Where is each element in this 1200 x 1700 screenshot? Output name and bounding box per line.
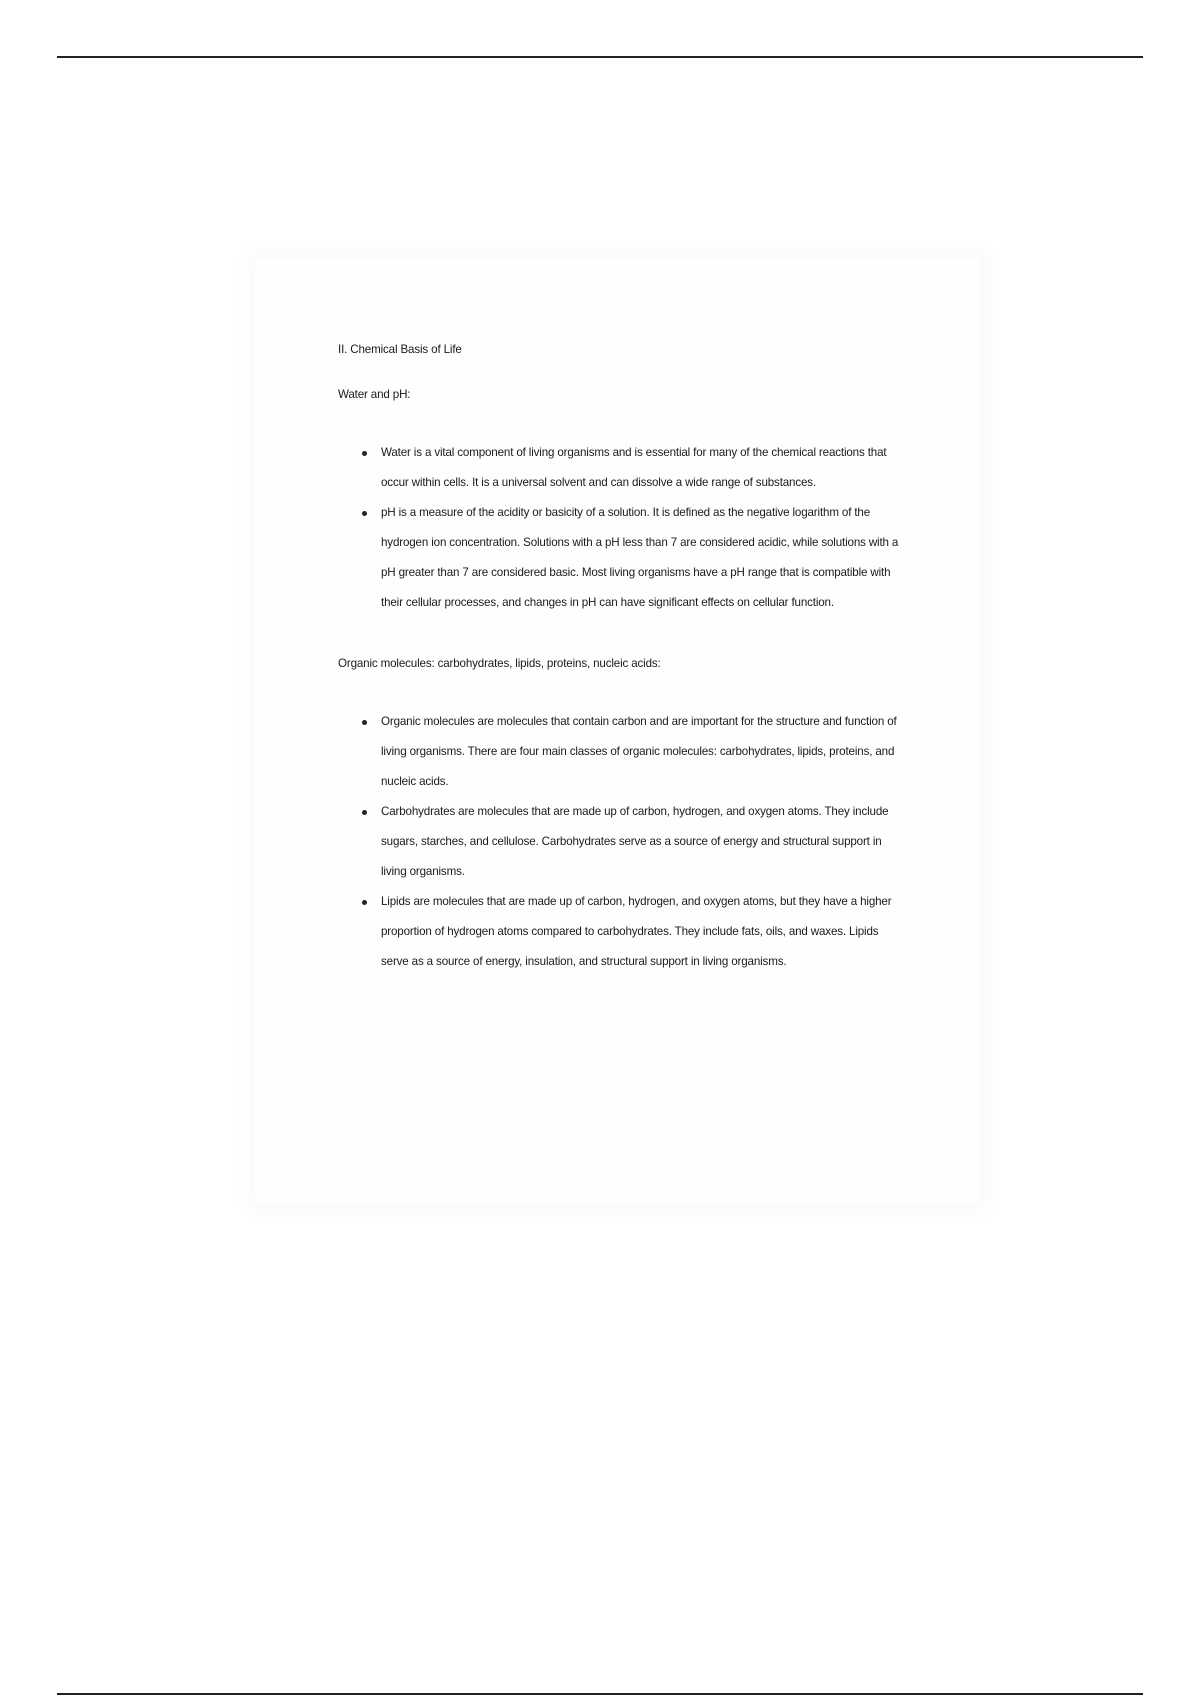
bullet-icon: [362, 900, 367, 905]
subheading-water-ph: Water and pH:: [338, 388, 411, 401]
list-item: [338, 797, 909, 887]
subheading-organic-molecules: Organic molecules: carbohydrates, lipids, proteins, nucleic acids:: [338, 657, 661, 670]
list-item: [338, 498, 909, 618]
bullet-icon: [362, 451, 367, 456]
bottom-divider: [57, 1693, 1143, 1695]
list-item: [338, 707, 909, 797]
section-title: II. Chemical Basis of Life: [338, 343, 462, 356]
list-item: [338, 438, 909, 498]
list-item-text: Carbohydrates are molecules that are made up of carbon, hydrogen, and oxygen atoms. They include sugars, starches, and cellulose. Carbohydrates serve as a source of energy and structural support in living organisms.: [381, 805, 889, 878]
top-divider: [57, 56, 1143, 58]
bullet-icon: [362, 511, 367, 516]
bullet-icon: [362, 810, 367, 815]
list-item-text: Lipids are molecules that are made up of carbon, hydrogen, and oxygen atoms, but they have a higher proportion of hydrogen atoms compared to carbohydrates. They include fats, oils, and waxes. Lipids serve as a source of energy, insulation, and structural support in living organisms.: [381, 895, 892, 968]
list-item-text: Water is a vital component of living organisms and is essential for many of the chemical reactions that occur within cells. It is a universal solvent and can dissolve a wide range of substances.: [381, 446, 887, 489]
document-content: [338, 337, 908, 977]
list-item-text: pH is a measure of the acidity or basicity of a solution. It is defined as the negative logarithm of the hydrogen ion concentration. Solutions with a pH less than 7 are considered acidic, while solutions with a pH greater than 7 are considered basic. Most living organisms have a pH range that is compatible with their cellular processes, and changes in pH can have significant effects on cellular function.: [381, 506, 899, 609]
list-item-text: Organic molecules are molecules that contain carbon and are important for the structure and function of living organisms. There are four main classes of organic molecules: carbohydrates, lipids, proteins, and nucleic acids.: [381, 715, 897, 788]
bullet-icon: [362, 720, 367, 725]
water-ph-list: [338, 438, 908, 618]
list-item: [338, 887, 909, 977]
organic-molecules-list: [338, 707, 908, 977]
